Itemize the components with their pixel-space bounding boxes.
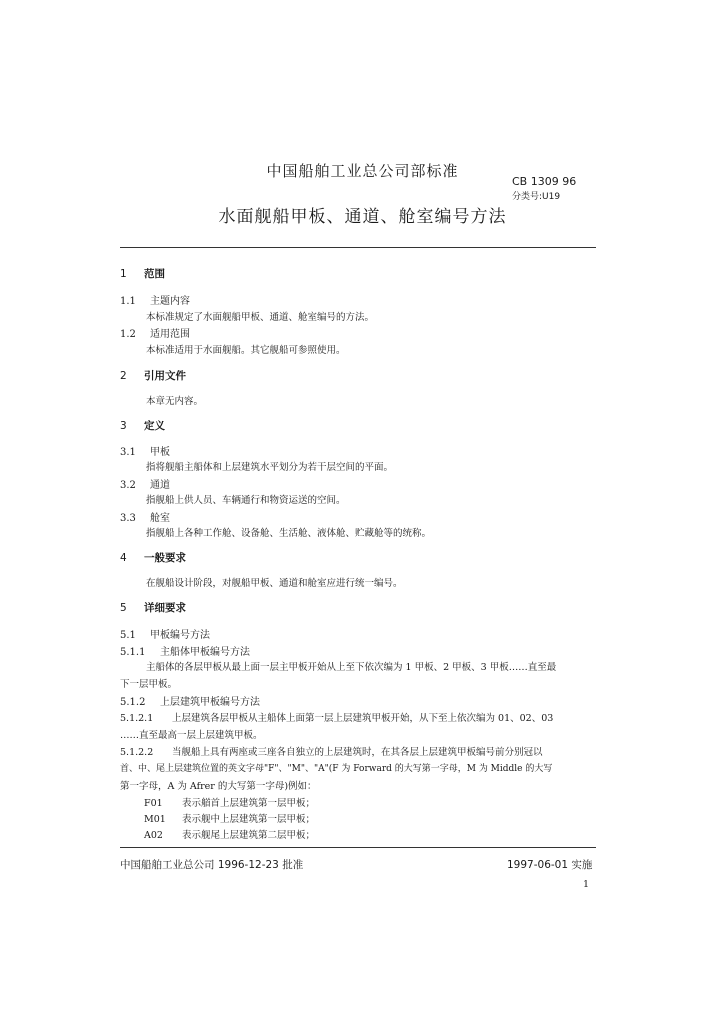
section-1-1-heading: 1.1 主题内容: [120, 296, 190, 307]
section-4-text: 在舰船设计阶段，对舰船甲板、通道和舱室应进行统一编号。: [146, 578, 403, 589]
section-3-2-text: 指舰船上供人员、车辆通行和物资运送的空间。: [146, 495, 346, 506]
standard-code: CB 1309 96: [512, 175, 577, 188]
section-5-1-2-1-line-2: ……直至最高一层上层建筑甲板。: [120, 730, 263, 741]
section-1-heading: 1 范围: [120, 268, 165, 280]
section-3-1-heading: 3.1 甲板: [120, 447, 170, 458]
section-3-2-heading: 3.2 通道: [120, 480, 170, 491]
section-2-heading: 2 引用文件: [120, 370, 186, 382]
section-5-1-2-2-line-2: 首、中、尾上层建筑位置的英文字母"F"、"M"、"A"(F 为 Forward 的大写第一字母，M 为 Middle 的大写: [120, 764, 553, 774]
classification-number: 分类号:U19: [512, 192, 561, 202]
section-3-1-text: 指将舰船主船体和上层建筑水平划分为若干层空间的平面。: [146, 462, 394, 473]
section-2-text: 本章无内容。: [146, 396, 204, 407]
section-3-3-text: 指舰船上各种工作舱、设备舱、生活舱、液体舱、贮藏舱等的统称。: [146, 528, 432, 539]
section-3-heading: 3 定义: [120, 420, 165, 432]
example-item: M01 表示舰中上层建筑第一层甲板；: [144, 814, 316, 825]
section-1-2-heading: 1.2 适用范围: [120, 329, 190, 340]
approval-date: 中国船舶工业总公司 1996-12-23 批准: [120, 859, 304, 871]
section-3-3-heading: 3.3 舱室: [120, 513, 170, 524]
page-number: 1: [583, 879, 590, 890]
header-divider: [120, 247, 596, 248]
effective-date: 1997-06-01 实施: [507, 859, 593, 871]
example-item: A02 表示舰尾上层建筑第二层甲板；: [144, 830, 316, 841]
section-5-1-2-heading: 5.1.2 上层建筑甲板编号方法: [120, 697, 260, 708]
section-1-2-text: 本标准适用于水面舰船。其它舰船可参照使用。: [146, 345, 346, 356]
example-item: F01 表示艏首上层建筑第一层甲板；: [144, 798, 316, 809]
section-5-1-1-text-line-2: 下一层甲板。: [120, 679, 178, 690]
section-5-1-1-heading: 5.1.1 主船体甲板编号方法: [120, 647, 250, 658]
publishing-organization: 中国船舶工业总公司部标准: [266, 162, 459, 180]
section-5-1-2-2-line-1: 5.1.2.2 当舰船上具有两座或三座各自独立的上层建筑时，在其各层上层建筑甲板编号前分别冠以: [120, 747, 543, 758]
section-5-1-2-2-line-3: 第一字母，A 为 Afrer 的大写第一字母)例如：: [120, 781, 317, 792]
section-5-1-1-text-line-1: 主船体的各层甲板从最上面一层主甲板开始从上至下依次编为 1 甲板、2 甲板、3 甲板……直至最: [146, 662, 557, 673]
section-4-heading: 4 一般要求: [120, 552, 186, 564]
section-5-heading: 5 详细要求: [120, 602, 186, 614]
footer-divider: [120, 847, 596, 848]
section-5-1-2-1-line-1: 5.1.2.1 上层建筑各层甲板从主船体上面第一层上层建筑甲板开始，从下至上依次编为 01、02、03: [120, 713, 554, 724]
section-5-1-heading: 5.1 甲板编号方法: [120, 630, 210, 641]
document-title: 水面舰船甲板、通道、舱室编号方法: [218, 207, 507, 227]
section-1-1-text: 本标准规定了水面舰船甲板、通道、舱室编号的方法。: [146, 312, 375, 323]
